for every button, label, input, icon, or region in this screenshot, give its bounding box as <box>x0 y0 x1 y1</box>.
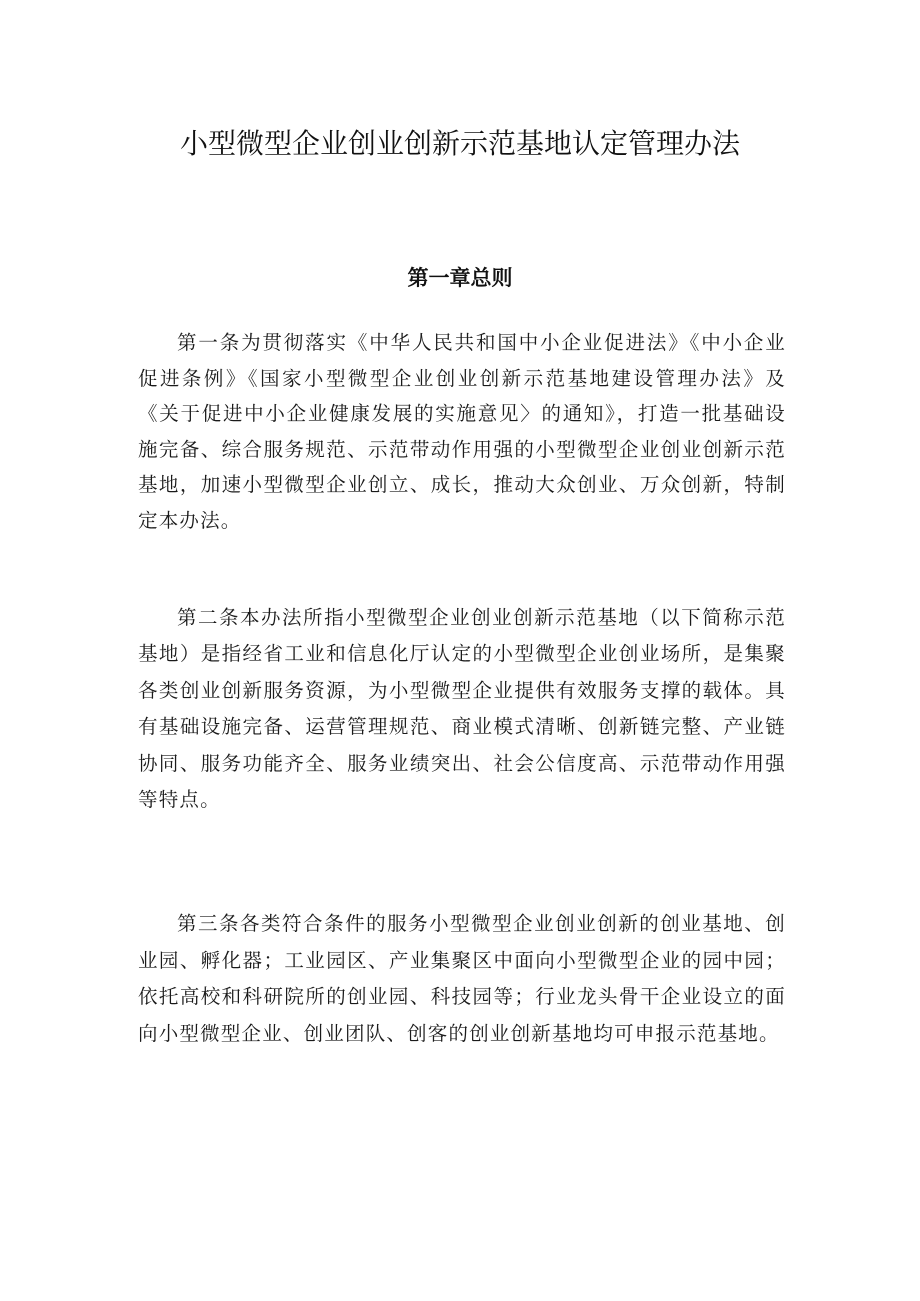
document-title: 小型微型企业创业创新示范基地认定管理办法 <box>179 127 740 160</box>
article-paragraph-1: 第一条为贯彻落实《中华人民共和国中小企业促进法》《中小企业促进条例》《国家小型微型企业创业创新示范基地建设管理办法》及《关于促进中小企业健康发展的实施意见〉的通知》，打造一批基础设施完备、综合服务规范、示范带动作用强的小型微型企业创业创新示范基地，加速小型微型企业创立、成长，推动大众创业、万众创新，特制定本办法。 <box>138 331 786 532</box>
article-paragraph-3: 第三条各类符合条件的服务小型微型企业创业创新的创业基地、创业园、孵化器；工业园区、产业集聚区中面向小型微型企业的园中园；依托高校和科研院所的创业园、科技园等；行业龙头骨干企业设立的面向小型微型企业、创业团队、创客的创业创新基地均可申报示范基地。 <box>138 912 786 1045</box>
chapter-title: 第一章总则 <box>407 266 513 290</box>
article-paragraph-2: 第二条本办法所指小型微型企业创业创新示范基地（以下简称示范基地）是指经省工业和信息化厅认定的小型微型企业创业场所，是集聚各类创业创新服务资源，为小型微型企业提供有效服务支撑的载体。具有基础设施完备、运营管理规范、商业模式清晰、创新链完整、产业链协同、服务功能齐全、服务业绩突出、社会公信度高、示范带动作用强等特点。 <box>138 606 786 812</box>
